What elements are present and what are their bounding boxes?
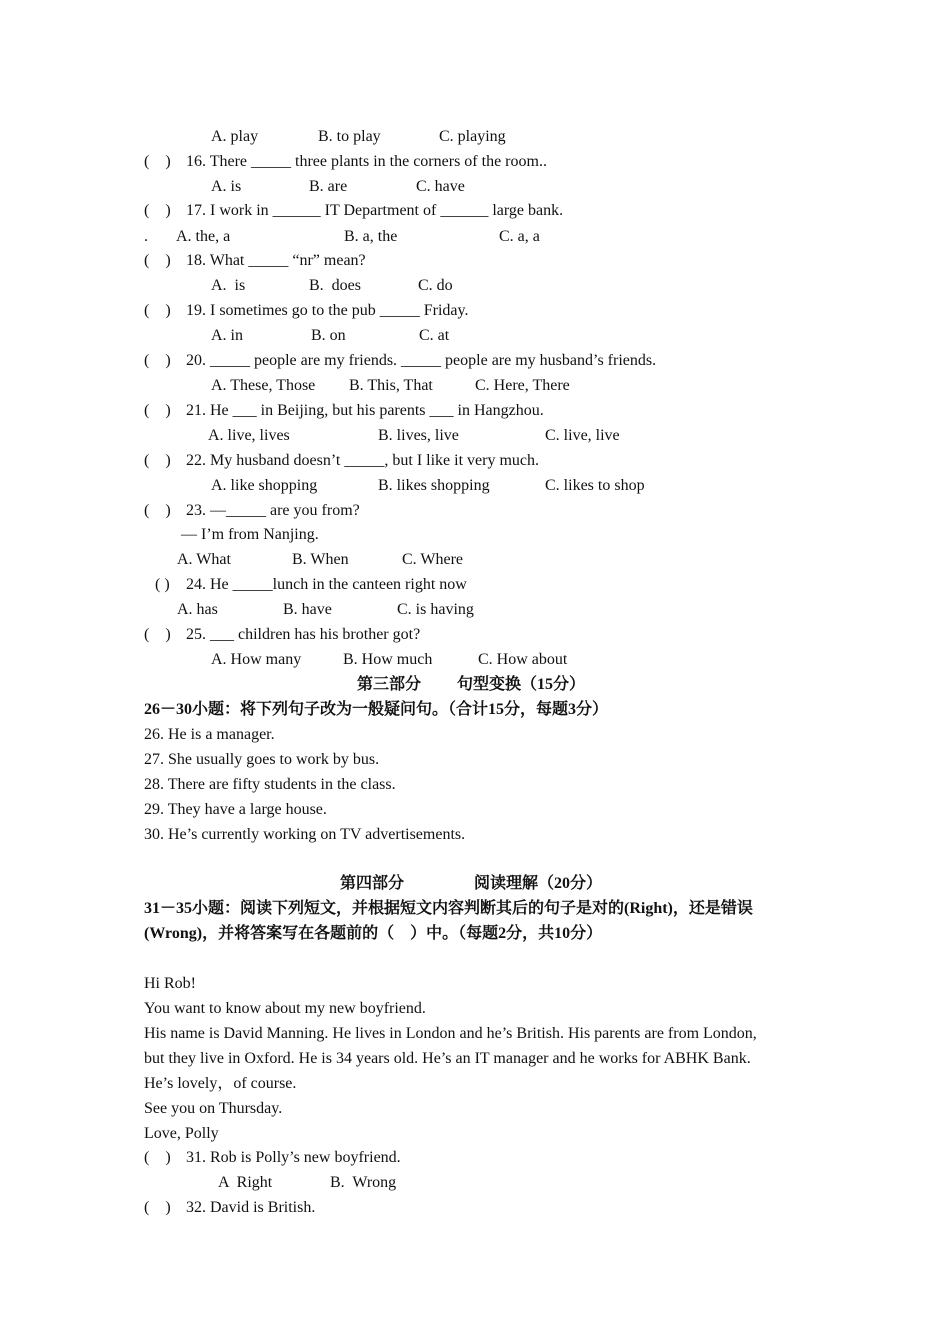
part4-heading-part: 第四部分 [340,875,405,892]
q18-option-c: C. do [418,277,453,294]
part3-heading-title: 句型变换（15分） [457,676,586,693]
q19-options [0,323,950,348]
q23-options [0,547,950,572]
q17-option-c: C. a, a [499,228,540,245]
q31-option-a: A Right [218,1174,273,1191]
part3-item-26 [0,722,950,747]
q20-stem: 20. _____ people are my friends. _____ people are my husband’s friends. [186,352,657,369]
q31-stem: 31. Rob is Polly’s new boyfriend. [186,1149,401,1166]
q17-stray-dot: . [144,228,148,245]
letter-line: You want to know about my new boyfriend. [144,1000,426,1017]
q24-answer-paren: ( ) [155,576,170,593]
q23-stem-line [0,498,950,523]
q21-answer-paren: ( ) [144,402,171,419]
q20-option-b: B. This, That [349,377,433,394]
q17-options [0,224,950,249]
q32-stem: 32. David is British. [186,1199,316,1216]
q24-options [0,597,950,622]
part4-heading [0,871,950,896]
q19-option-a: A. in [211,327,243,344]
q32-stem-line [0,1195,950,1220]
q23-stem: 23. —_____ are you from? [186,502,360,519]
q18-stem-line [0,248,950,273]
q22-option-a: A. like shopping [211,477,318,494]
part4-heading-title: 阅读理解（20分） [474,875,603,892]
q17-stem: 17. I work in ______ IT Department of ______ large bank. [186,202,564,219]
q20-options [0,373,950,398]
part3-item-27 [0,747,950,772]
q23-option-b: B. When [292,551,349,568]
part3-item-text: 29. They have a large house. [144,801,327,818]
q25-option-b: B. How much [343,651,433,668]
q31-options [0,1170,950,1195]
q17-option-b: B. a, the [344,228,398,245]
q20-stem-line [0,348,950,373]
q22-stem-line [0,448,950,473]
q17-stem-line [0,198,950,223]
q21-option-a: A. live, lives [208,427,290,444]
part3-item-text: 30. He’s currently working on TV advertisements. [144,826,466,843]
q16-stem: 16. There _____ three plants in the corners of the room.. [186,153,547,170]
q19-option-c: C. at [419,327,450,344]
q15-options [0,124,950,149]
part4-instruction-line-2 [0,921,950,946]
q23-answer-paren: ( ) [144,502,171,519]
q23-reply: — I’m from Nanjing. [181,526,319,543]
q24-option-c: C. is having [397,601,474,618]
part3-item-text: 27. She usually goes to work by bus. [144,751,380,768]
q25-options [0,647,950,672]
q21-options [0,423,950,448]
q31-stem-line [0,1145,950,1170]
q17-option-a: A. the, a [176,228,231,245]
q22-options [0,473,950,498]
q25-stem-line [0,622,950,647]
q22-option-c: C. likes to shop [545,477,645,494]
q15-option-c: C. playing [439,128,506,145]
part3-item-30 [0,822,950,847]
q21-stem-line [0,398,950,423]
part3-heading [0,672,950,697]
q20-option-a: A. These, Those [211,377,316,394]
q23-reply-line [0,522,950,547]
letter-signoff [0,1121,950,1146]
q16-options [0,174,950,199]
q16-option-c: C. have [416,178,465,195]
q24-option-b: B. have [283,601,332,618]
letter-line-4 [0,1046,950,1071]
letter-line-3 [0,1021,950,1046]
q25-option-a: A. How many [211,651,302,668]
q16-option-b: B. are [309,178,348,195]
q25-option-c: C. How about [478,651,568,668]
part4-instruction-line-1 [0,896,950,921]
q25-answer-paren: ( ) [144,626,171,643]
q22-answer-paren: ( ) [144,452,171,469]
part3-item-text: 26. He is a manager. [144,726,275,743]
letter-line: Love, Polly [144,1125,219,1142]
q31-option-b: B. Wrong [330,1174,397,1191]
part4-instruction-1: 31－35小题：阅读下列短文，并根据短文内容判断其后的句子是对的(Right)，还是错误 [144,900,753,917]
q19-option-b: B. on [311,327,346,344]
q16-answer-paren: ( ) [144,153,171,170]
letter-line-2 [0,996,950,1021]
q17-answer-paren: ( ) [144,202,171,219]
q21-option-b: B. lives, live [378,427,459,444]
q19-stem-line [0,298,950,323]
q31-answer-paren: ( ) [144,1149,171,1166]
part3-heading-part: 第三部分 [357,676,422,693]
q23-option-c: C. Where [402,551,464,568]
letter-line: See you on Thursday. [144,1100,283,1117]
q20-answer-paren: ( ) [144,352,171,369]
q20-option-c: C. Here, There [475,377,570,394]
letter-line-5 [0,1071,950,1096]
q15-option-b: B. to play [318,128,381,145]
letter-line: He’s lovely，of course. [144,1075,297,1092]
q22-option-b: B. likes shopping [378,477,490,494]
letter-line-6 [0,1096,950,1121]
letter-line: Hi Rob! [144,975,196,992]
q23-option-a: A. What [177,551,231,568]
part3-instruction-line [0,697,950,722]
part3-item-29 [0,797,950,822]
q24-option-a: A. has [177,601,218,618]
letter-line: His name is David Manning. He lives in London and he’s British. His parents are from London, [144,1025,757,1042]
q25-stem: 25. ___ children has his brother got? [186,626,421,643]
q18-options [0,273,950,298]
letter-line: but they live in Oxford. He is 34 years old. He’s an IT manager and he works for ABHK Bank. [144,1050,751,1067]
part3-item-28 [0,772,950,797]
part3-item-text: 28. There are fifty students in the class. [144,776,396,793]
part3-instruction: 26－30小题：将下列句子改为一般疑问句。（合计15分，每题3分） [144,701,609,718]
q18-option-a: A. is [211,277,246,294]
q15-option-a: A. play [211,128,259,145]
q24-stem-line [0,572,950,597]
q18-option-b: B. does [309,277,361,294]
q21-stem: 21. He ___ in Beijing, but his parents ___ in Hangzhou. [186,402,544,419]
letter-greeting [0,971,950,996]
q16-stem-line [0,149,950,174]
q32-answer-paren: ( ) [144,1199,171,1216]
q19-stem: 19. I sometimes go to the pub _____ Friday. [186,302,469,319]
q21-option-c: C. live, live [545,427,620,444]
q22-stem: 22. My husband doesn’t _____, but I like it very much. [186,452,539,469]
q24-stem: 24. He _____lunch in the canteen right now [186,576,467,593]
q19-answer-paren: ( ) [144,302,171,319]
q18-answer-paren: ( ) [144,252,171,269]
q16-option-a: A. is [211,178,242,195]
q18-stem: 18. What _____ “nr” mean? [186,252,366,269]
part4-instruction-2: (Wrong)，并将答案写在各题前的（ ）中。（每题2分，共10分） [144,925,603,942]
